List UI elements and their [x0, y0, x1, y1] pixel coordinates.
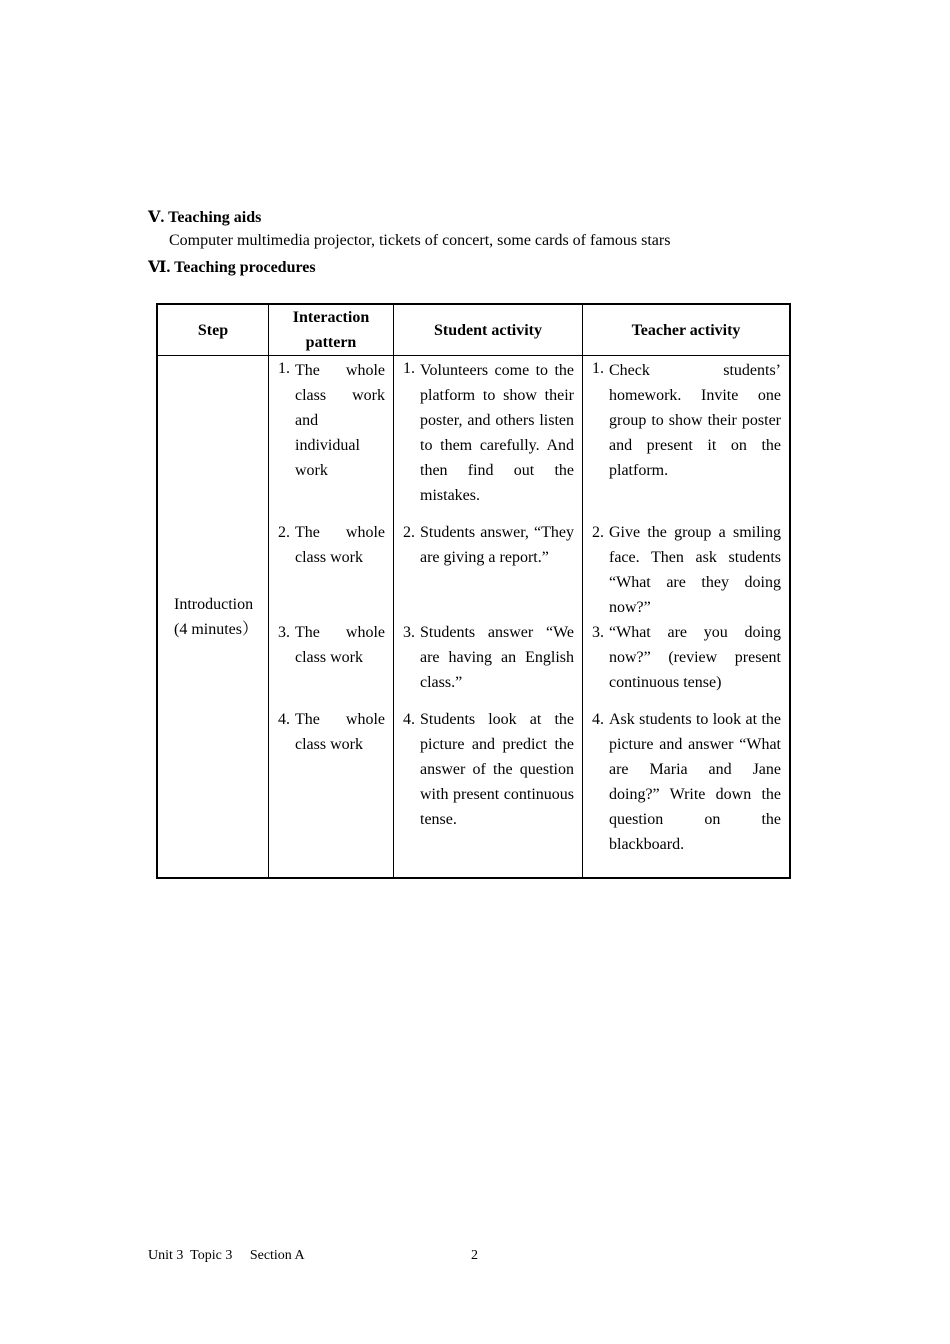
table-cell-teacher	[582, 520, 789, 620]
item-text: The whole class work	[295, 624, 385, 666]
item-number: 3.	[278, 624, 290, 641]
table-cell-interaction	[268, 620, 393, 707]
table-cell-interaction	[268, 707, 393, 877]
item-text: Students answer, “They are giving a report.”	[420, 524, 574, 566]
item-number: 1.	[592, 360, 604, 377]
item-text: Students look at the picture and predict the answer of the question with present continuous tense.	[420, 711, 574, 828]
procedures-table	[156, 303, 791, 879]
header-student: Student activity	[393, 305, 582, 356]
table-cell-student	[393, 620, 582, 707]
item-text: The whole class work	[295, 524, 385, 566]
item-number: 2.	[278, 524, 290, 541]
table-cell-interaction	[268, 520, 393, 620]
table-cell-teacher	[582, 356, 789, 520]
item-text: Ask students to look at the picture and answer “What are Maria and Jane doing?” Write down the question on the blackboard.	[609, 711, 781, 853]
item-text: “What are you doing now?” (review present continuous tense)	[609, 624, 781, 691]
table-cell-student	[393, 520, 582, 620]
item-number: 2.	[403, 524, 415, 541]
table-cell-teacher	[582, 707, 789, 877]
item-number: 1.	[403, 360, 415, 377]
item-text: Volunteers come to the platform to show their poster, and others listen to them carefully. And then find out the mistakes.	[420, 362, 574, 504]
table-cell-student	[393, 707, 582, 877]
item-number: 4.	[403, 711, 415, 728]
item-number: 3.	[592, 624, 604, 641]
item-number: 1.	[278, 360, 290, 377]
footer-title: Unit 3 Topic 3 Section A	[148, 1248, 305, 1263]
item-text: Students answer “We are having an English class.”	[420, 624, 574, 691]
step-name: Introduction	[174, 595, 254, 613]
item-text: The whole class work	[295, 711, 385, 753]
item-text: The whole class work and individual work	[295, 362, 385, 479]
heading-teaching-procedures: Ⅵ. Teaching procedures	[148, 259, 316, 276]
page-number: 2	[471, 1248, 478, 1263]
item-number: 4.	[278, 711, 290, 728]
table-cell-interaction	[268, 356, 393, 520]
item-text: Check students’ homework. Invite one group to show their poster and present it on the platform.	[609, 362, 781, 479]
header-teacher: Teacher activity	[582, 305, 789, 356]
heading-teaching-aids: Ⅴ. Teaching aids	[148, 209, 262, 226]
table-cell-teacher	[582, 620, 789, 707]
step-duration: (4 minutes）	[174, 620, 258, 638]
table-cell-student	[393, 356, 582, 520]
header-step: Step	[158, 305, 268, 356]
item-text: Give the group a smiling face. Then ask students “What are they doing now?”	[609, 524, 781, 616]
item-number: 2.	[592, 524, 604, 541]
header-interaction: Interaction pattern	[268, 305, 393, 356]
item-number: 4.	[592, 711, 604, 728]
item-number: 3.	[403, 624, 415, 641]
teaching-aids-text: Computer multimedia projector, tickets of concert, some cards of famous stars	[169, 232, 671, 249]
step-cell	[158, 356, 268, 877]
